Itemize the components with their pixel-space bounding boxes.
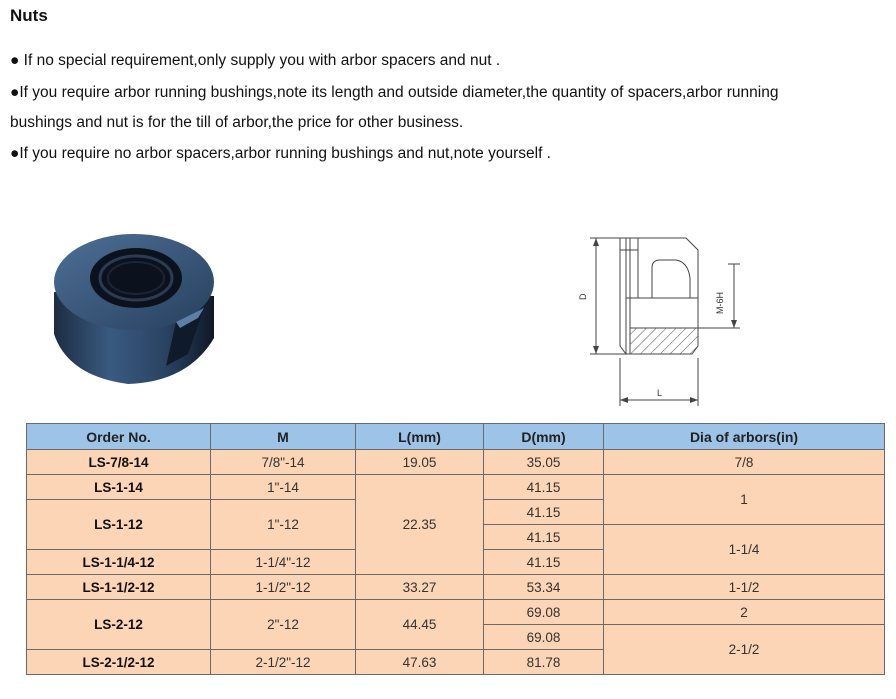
order-no-cell: LS-1-1/4-12 <box>27 550 211 575</box>
table-header-row <box>27 424 885 450</box>
order-no-cell: LS-1-1/2-12 <box>27 575 211 600</box>
order-no-cell: LS-7/8-14 <box>27 450 211 475</box>
d-cell: 53.34 <box>484 575 604 600</box>
l-cell: 33.27 <box>356 575 484 600</box>
arbor-cell: 2 <box>604 600 885 625</box>
header-order-no: Order No. <box>27 424 211 450</box>
d-cell: 69.08 <box>484 625 604 650</box>
order-no-cell: LS-2-12 <box>27 600 211 650</box>
table-row <box>27 450 885 475</box>
table-row <box>27 475 885 500</box>
table-row <box>27 600 885 625</box>
m-cell: 2"-12 <box>211 600 356 650</box>
m-cell: 2-1/2"-12 <box>211 650 356 675</box>
bullet-line-1: ● If no special requirement,only supply you with arbor spacers and nut . <box>10 52 501 69</box>
dimension-label-l: L <box>657 388 663 398</box>
bullet-line-2: ●If you require arbor running bushings,note its length and outside diameter,the quantity of spacers,arbor running <box>10 84 779 101</box>
header-d: D(mm) <box>484 424 604 450</box>
arbor-cell: 1-1/4 <box>604 525 885 575</box>
header-dia-of-arbors: Dia of arbors(in) <box>604 424 885 450</box>
dimension-label-m: M-6H <box>715 292 725 314</box>
arbor-cell: 1-1/2 <box>604 575 885 600</box>
d-cell: 41.15 <box>484 550 604 575</box>
l-cell: 47.63 <box>356 650 484 675</box>
bullet-line-3: bushings and nut is for the till of arbor,the price for other business. <box>10 114 464 131</box>
table-row <box>27 575 885 600</box>
d-cell: 81.78 <box>484 650 604 675</box>
m-cell: 1"-14 <box>211 475 356 500</box>
order-no-cell: LS-1-14 <box>27 475 211 500</box>
header-l: L(mm) <box>356 424 484 450</box>
nut-photo <box>48 226 220 402</box>
dimension-label-d: D <box>578 293 588 300</box>
l-cell: 19.05 <box>356 450 484 475</box>
spec-table <box>26 423 885 675</box>
page-title: Nuts <box>10 6 48 25</box>
header-m: M <box>211 424 356 450</box>
m-cell: 7/8"-14 <box>211 450 356 475</box>
order-no-cell: LS-2-1/2-12 <box>27 650 211 675</box>
arbor-cell: 2-1/2 <box>604 625 885 675</box>
d-cell: 41.15 <box>484 475 604 500</box>
m-cell: 1"-12 <box>211 500 356 550</box>
technical-drawing <box>568 228 748 410</box>
order-no-cell: LS-1-12 <box>27 500 211 550</box>
arbor-cell: 1 <box>604 475 885 525</box>
d-cell: 41.15 <box>484 525 604 550</box>
d-cell: 35.05 <box>484 450 604 475</box>
l-cell: 44.45 <box>356 600 484 650</box>
d-cell: 41.15 <box>484 500 604 525</box>
bullet-line-4: ●If you require no arbor spacers,arbor running bushings and nut,note yourself . <box>10 145 551 162</box>
arbor-cell: 7/8 <box>604 450 885 475</box>
l-cell: 22.35 <box>356 475 484 575</box>
m-cell: 1-1/2"-12 <box>211 575 356 600</box>
m-cell: 1-1/4"-12 <box>211 550 356 575</box>
d-cell: 69.08 <box>484 600 604 625</box>
